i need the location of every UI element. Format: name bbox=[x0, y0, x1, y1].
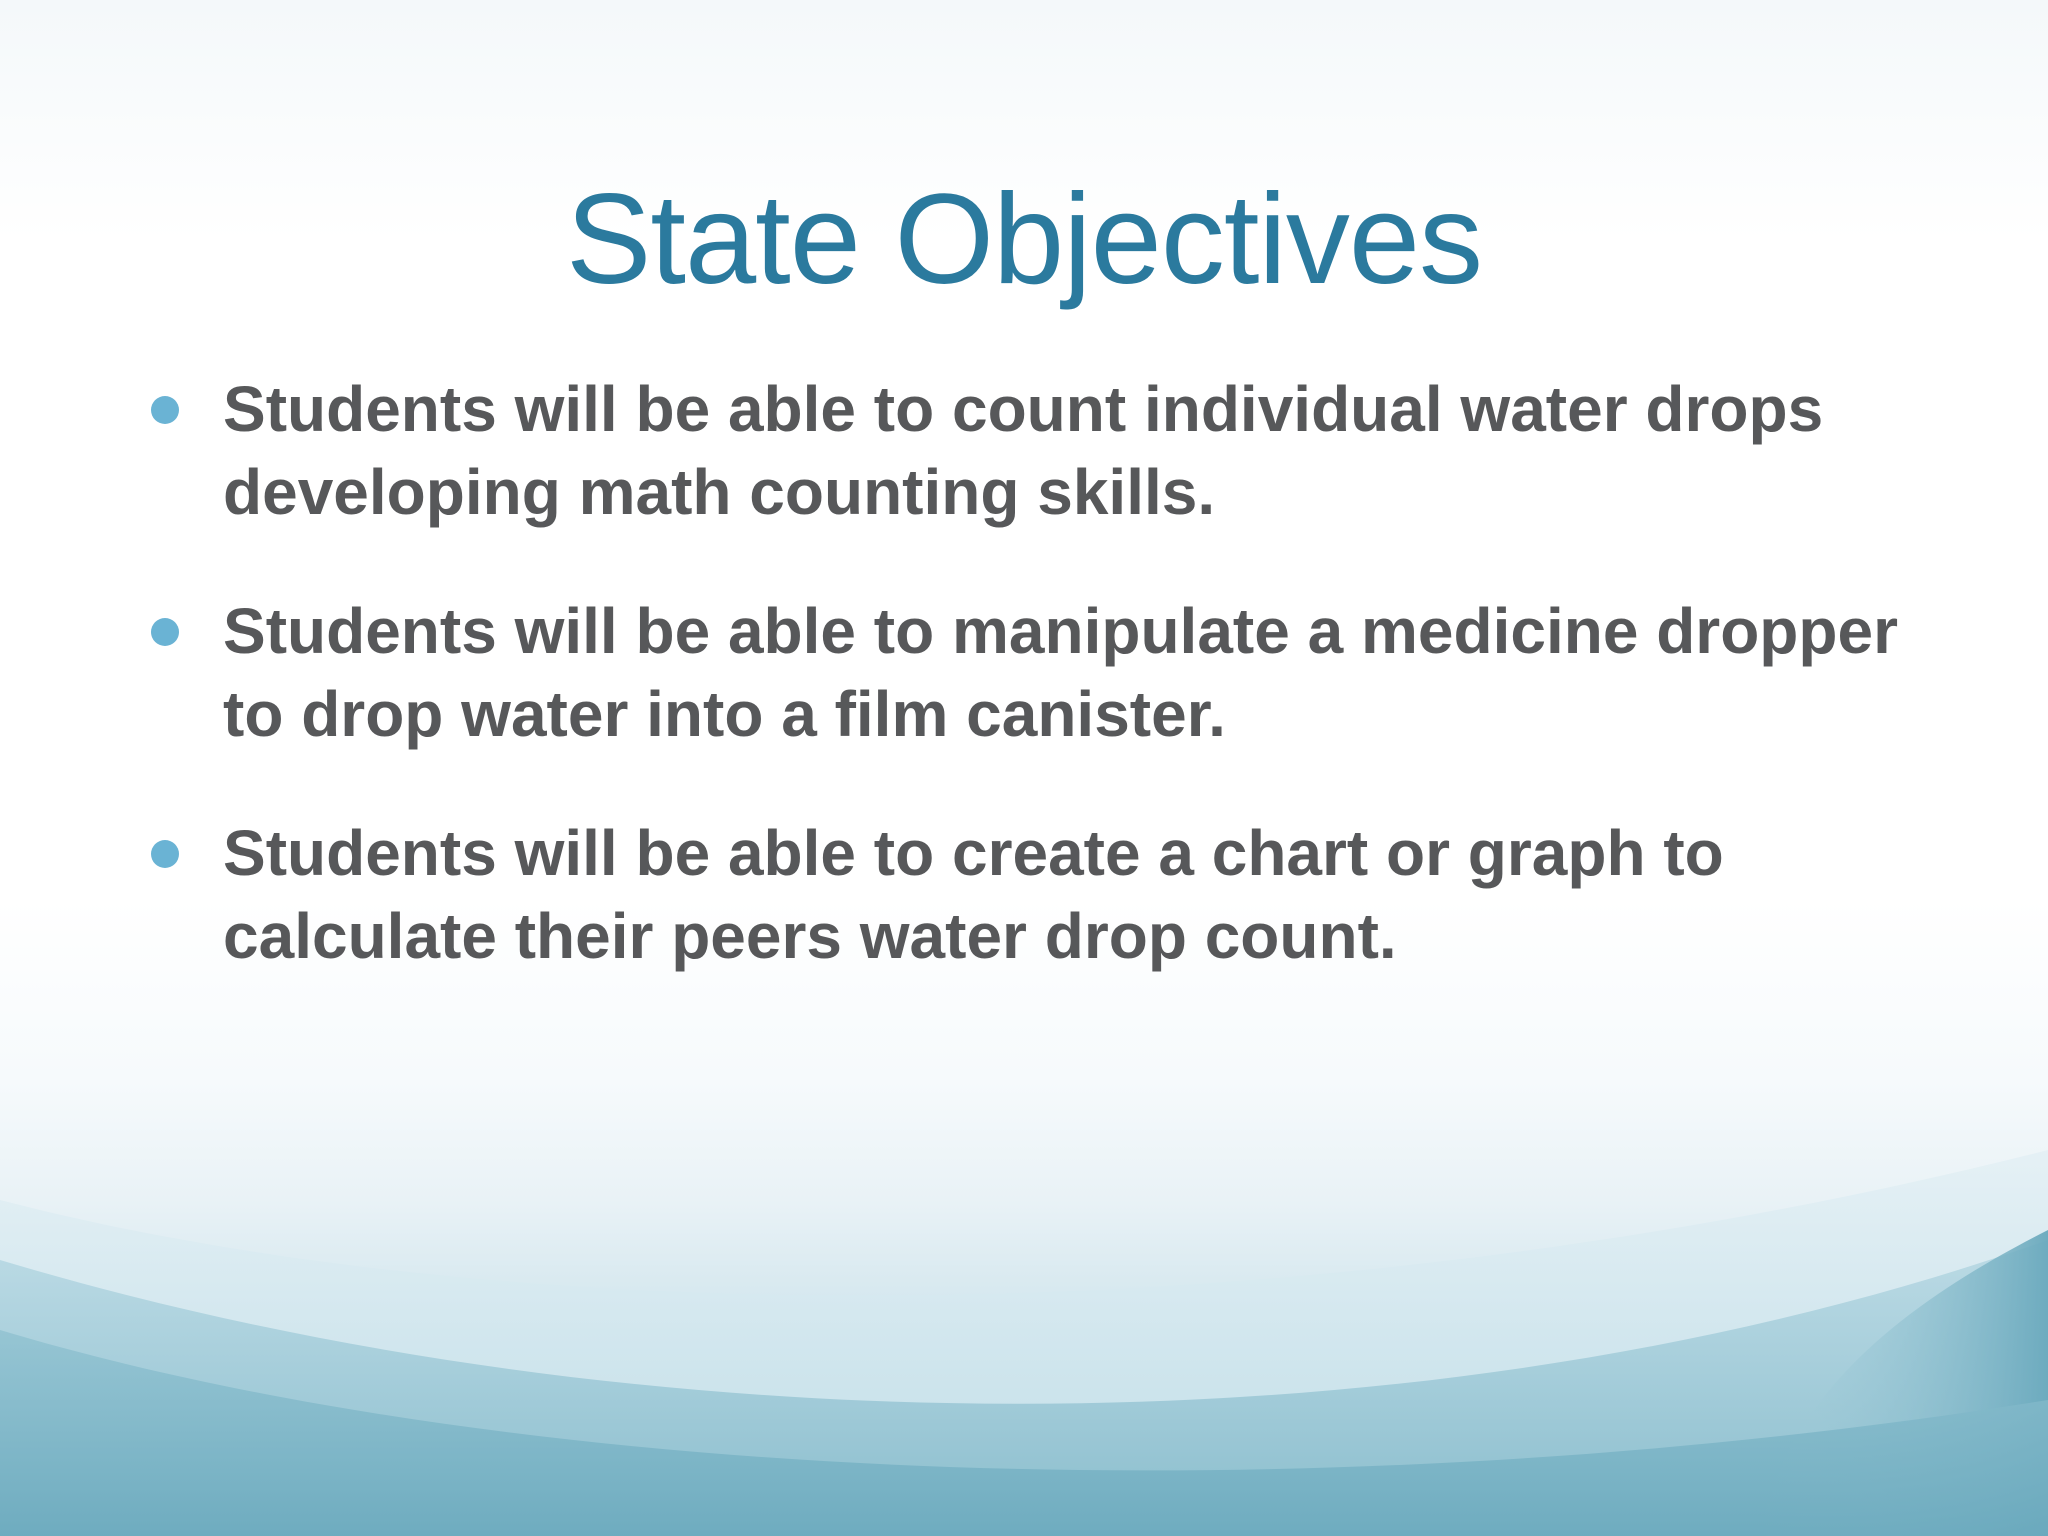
slide-title: State Objectives bbox=[566, 168, 1482, 311]
list-item bbox=[145, 812, 1945, 978]
objective-text: Students will be able to manipulate a medicine dropper to drop water into a film canister. bbox=[223, 595, 1898, 750]
objective-text: Students will be able to count individual water drops developing math counting skills. bbox=[223, 373, 1824, 528]
list-item bbox=[145, 368, 1945, 534]
bullet-dot-icon bbox=[151, 396, 179, 424]
objective-text: Students will be able to create a chart or graph to calculate their peers water drop count. bbox=[223, 817, 1724, 972]
list-item bbox=[145, 590, 1945, 756]
objectives-list bbox=[145, 368, 1945, 1034]
bullet-dot-icon bbox=[151, 840, 179, 868]
bullet-dot-icon bbox=[151, 618, 179, 646]
